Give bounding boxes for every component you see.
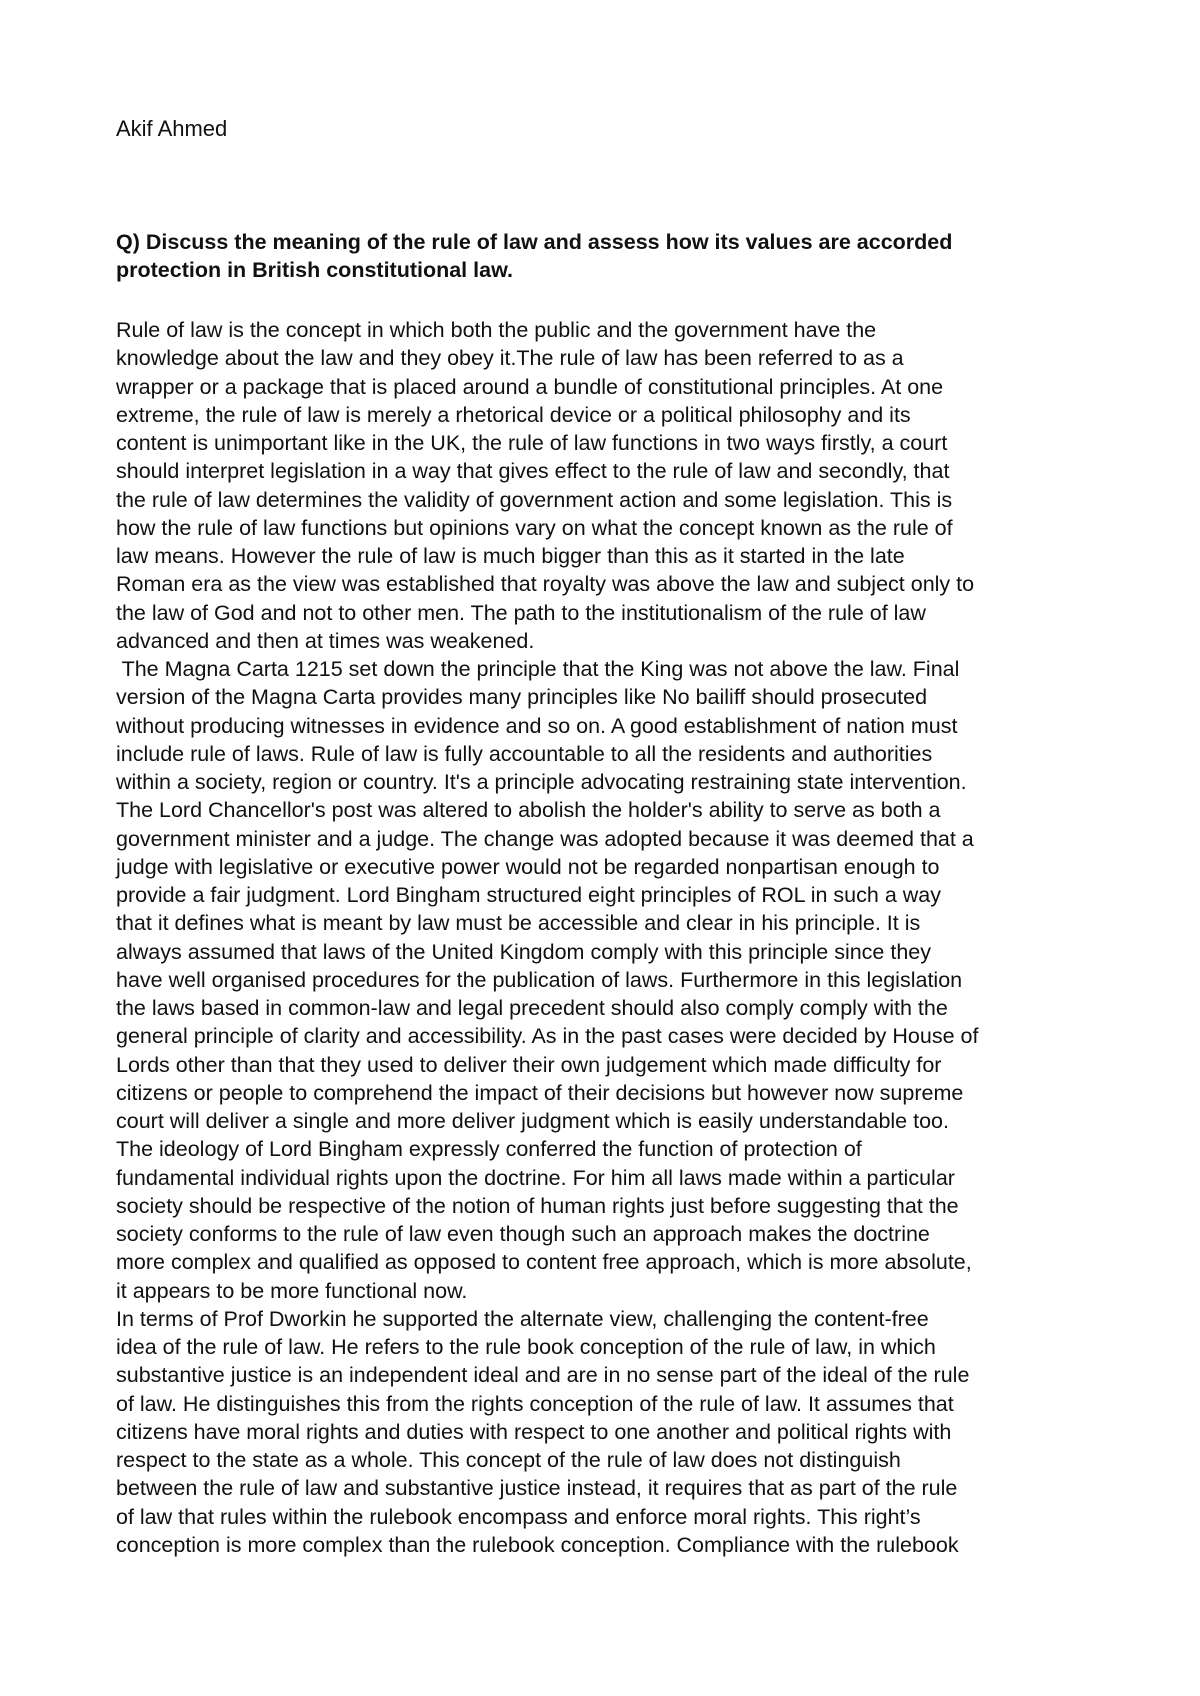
body-line: respect to the state as a whole. This concept of the rule of law does not distinguish: [116, 1448, 901, 1472]
body-line: it appears to be more functional now.: [116, 1278, 468, 1303]
body-line: citizens have moral rights and duties with respect to one another and political rights with: [116, 1419, 952, 1444]
body-line: should interpret legislation in a way that gives effect to the rule of law and secondly, that: [116, 459, 950, 484]
body-line: society conforms to the rule of law even though such an approach makes the doctrine: [116, 1222, 930, 1246]
body-line: The Lord Chancellor's post was altered to abolish the holder's ability to serve as both a: [116, 798, 941, 823]
body-line: law means. However the rule of law is much bigger than this as it started in the late: [116, 544, 905, 568]
body-line: always assumed that laws of the United Kingdom comply with this principle since they: [116, 939, 931, 964]
body-line: general principle of clarity and accessibility. As in the past cases were decided by House of: [116, 1024, 979, 1049]
body-line: fundamental individual rights upon the doctrine. For him all laws made within a particular: [116, 1165, 955, 1190]
body-line: In terms of Prof Dworkin he supported the alternate view, challenging the content-free: [116, 1306, 929, 1331]
body-line: include rule of laws. Rule of law is fully accountable to all the residents and authorities: [116, 741, 933, 766]
body-line: of law. He distinguishes this from the rights conception of the rule of law. It assumes that: [116, 1391, 954, 1416]
body-line: wrapper or a package that is placed around a bundle of constitutional principles. At one: [116, 374, 944, 399]
question-line: Q) Discuss the meaning of the rule of law and assess how its values are accorded: [116, 230, 953, 254]
essay-body: [116, 316, 978, 1559]
body-line: The ideology of Lord Bingham expressly conferred the function of protection of: [116, 1137, 862, 1162]
body-line: citizens or people to comprehend the impact of their decisions but however now supreme: [116, 1080, 964, 1105]
question-line: protection in British constitutional law.: [116, 258, 513, 282]
body-line: content is unimportant like in the UK, the rule of law functions in two ways firstly, a court: [116, 431, 948, 455]
essay-question: [116, 228, 952, 284]
body-line: the law of God and not to other men. The path to the institutionalism of the rule of law: [116, 600, 926, 625]
body-line: knowledge about the law and they obey it.The rule of law has been referred to as a: [116, 346, 904, 371]
body-line: have well organised procedures for the publication of laws. Furthermore in this legislation: [116, 967, 963, 992]
body-line: more complex and qualified as opposed to content free approach, which is more absolute,: [116, 1250, 972, 1275]
body-line: provide a fair judgment. Lord Bingham structured eight principles of ROL in such a way: [116, 883, 941, 907]
body-line: the laws based in common-law and legal precedent should also comply comply with the: [116, 996, 948, 1020]
body-line: conception is more complex than the rulebook conception. Compliance with the rulebook: [116, 1532, 959, 1557]
body-line: substantive justice is an independent ideal and are in no sense part of the ideal of the rule: [116, 1363, 970, 1388]
body-line: Lords other than that they used to deliver their own judgement which made difficulty for: [116, 1052, 942, 1077]
body-line: idea of the rule of law. He refers to the rule book conception of the rule of law, in which: [116, 1335, 936, 1359]
body-line: of law that rules within the rulebook encompass and enforce moral rights. This right’s: [116, 1504, 921, 1529]
body-line: how the rule of law functions but opinions vary on what the concept known as the rule of: [116, 515, 953, 540]
body-line: without producing witnesses in evidence and so on. A good establishment of nation must: [116, 713, 958, 738]
body-line: within a society, region or country. It's a principle advocating restraining state intervention.: [116, 770, 967, 794]
body-line: version of the Magna Carta provides many principles like No bailiff should prosecuted: [116, 685, 928, 710]
body-line: government minister and a judge. The change was adopted because it was deemed that a: [116, 826, 974, 851]
body-line: court will deliver a single and more deliver judgment which is easily understandable too.: [116, 1109, 949, 1133]
author-name: Akif Ahmed: [116, 116, 228, 141]
body-line: society should be respective of the notion of human rights just before suggesting that the: [116, 1193, 959, 1218]
body-line: advanced and then at times was weakened.: [116, 628, 535, 653]
body-line: extreme, the rule of law is merely a rhetorical device or a political philosophy and its: [116, 402, 911, 427]
body-line: Rule of law is the concept in which both the public and the government have the: [116, 318, 877, 342]
body-line: between the rule of law and substantive justice instead, it requires that as part of the rule: [116, 1476, 958, 1501]
body-line: the rule of law determines the validity of government action and some legislation. This is: [116, 487, 953, 512]
body-line: that it defines what is meant by law must be accessible and clear in his principle. It is: [116, 911, 921, 936]
body-line: Roman era as the view was established that royalty was above the law and subject only to: [116, 572, 975, 597]
body-line: The Magna Carta 1215 set down the principle that the King was not above the law. Final: [116, 657, 960, 681]
body-line: judge with legislative or executive power would not be regarded nonpartisan enough to: [116, 854, 940, 879]
